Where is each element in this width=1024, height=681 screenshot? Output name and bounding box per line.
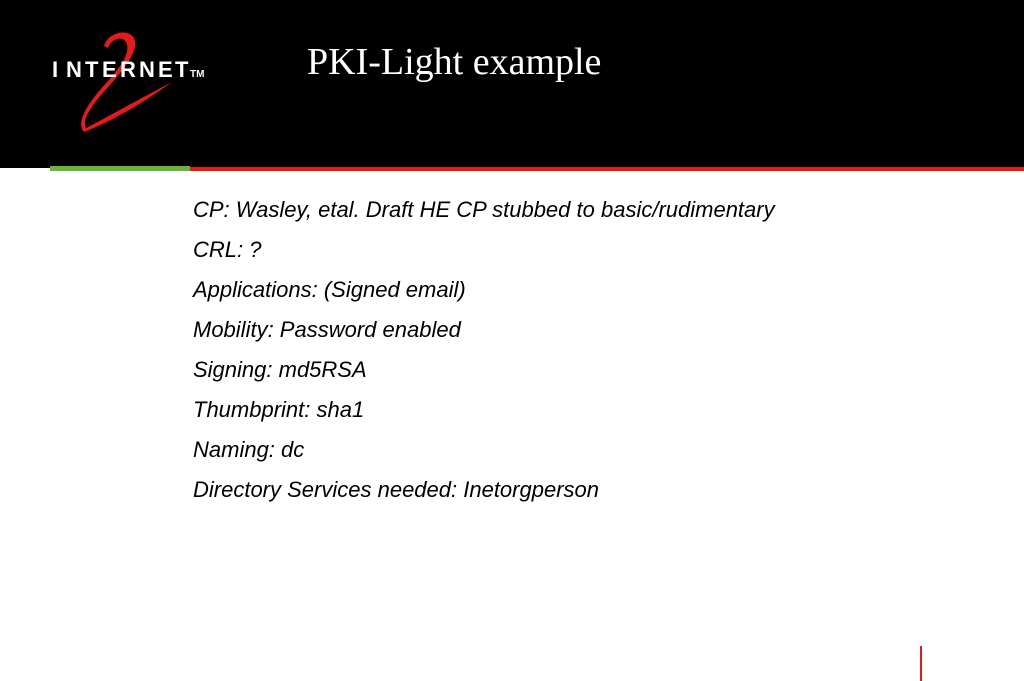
slide-title: PKI-Light example [307, 41, 602, 83]
list-item: Thumbprint: sha1 [193, 397, 365, 422]
bullet-list [193, 192, 973, 512]
logo-letter: N [139, 57, 155, 82]
list-item: Signing: md5RSA [193, 357, 367, 382]
corner-accent-line [920, 646, 922, 681]
internet2-logo [42, 26, 222, 138]
list-item: CP: Wasley, etal. Draft HE CP stubbed to basic/rudimentary [193, 197, 775, 222]
logo-letter: E [102, 57, 117, 82]
list-item: CRL: ? [193, 237, 262, 262]
list-item: Applications: (Signed email) [193, 277, 466, 302]
internet2-logo-graphic [42, 26, 222, 138]
logo-letter: E [158, 57, 173, 82]
header-rule-red [190, 167, 1024, 171]
list-item: Directory Services needed: Inetorgperson [193, 477, 599, 502]
logo-numeral-2 [81, 32, 172, 132]
logo-letter: T [175, 57, 189, 82]
logo-letter: I [52, 57, 59, 82]
slide-header [0, 0, 1024, 168]
logo-trademark: TM [190, 69, 205, 80]
logo-letter: R [120, 57, 136, 82]
list-item: Mobility: Password enabled [193, 317, 461, 342]
logo-letter: N [66, 57, 82, 82]
list-item: Naming: dc [193, 437, 305, 462]
header-rule-green [50, 166, 190, 171]
logo-letter: T [85, 57, 99, 82]
